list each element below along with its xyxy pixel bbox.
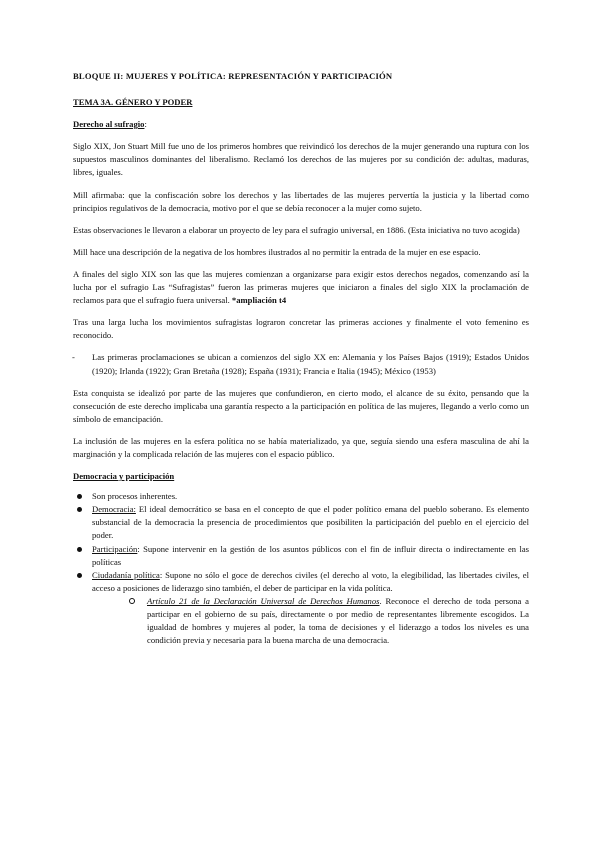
paragraph-sufragistas: A finales del siglo XIX son las que las mujeres comienzan a organizarse para exigir estos derechos negados, comenzando así la lucha por el sufragio Las “Sufragistas” fueron las primeras mujeres que iniciaron a finales del siglo XIX la proclamación de reclamos para que el sufragio fuera universal. *ampliación t4 <box>73 268 529 306</box>
paragraph-voto-femenino: Tras una larga lucha los movimientos sufragistas lograron concretar las primeras acciones y finalmente el voto femenino es reconocido. <box>73 317 529 341</box>
document-body <box>73 70 529 647</box>
sub-list <box>92 595 529 647</box>
circle-bullet-icon <box>129 598 135 604</box>
dash-marker: - <box>72 352 75 363</box>
paragraph-proyecto-ley: Estas observaciones le llevaron a elaborar un proyecto de ley para el sufragio universal, en 1886. (Esta iniciativa no tuvo acogida) <box>73 224 520 235</box>
section-heading-sufragio: Derecho al sufragio: <box>73 119 147 130</box>
term-democracia: Democracia: <box>92 504 136 515</box>
term-ciudadania: Ciudadanía política <box>92 569 160 580</box>
section-heading-democracia: Democracia y participación <box>73 471 175 482</box>
paragraph-conquista: Esta conquista se idealizó por parte de las mujeres que confundieron, en cierto modo, el alcance de su éxito, pensando que la consecución de este derecho implicaba una garantía respecto a la participación en política de las mujeres, llegando a verlo como un símbolo de emancipación. <box>73 387 529 424</box>
topic-title: TEMA 3A. GÉNERO Y PODER <box>73 97 193 108</box>
bullet-icon <box>77 494 82 499</box>
bullet-icon <box>77 547 82 552</box>
bullet-icon <box>77 507 82 512</box>
paragraph-negativa: Mill hace una descripción de la negativa de los hombres ilustrados al no permitir la entrada de la mujer en ese espacio. <box>73 246 481 257</box>
block-title: BLOQUE II: MUJERES Y POLÍTICA: REPRESENTACIÓN Y PARTICIPACIÓN <box>73 71 393 81</box>
section-heading-text: Derecho al sufragio <box>73 119 145 130</box>
list-item: Participación: Supone intervenir en la gestión de los asuntos públicos con el fin de influir directa o indirectamente en las políticas <box>73 543 529 569</box>
bullet-icon <box>77 573 82 578</box>
list-item: Democracia: El ideal democrático se basa en el concepto de que el poder político emana del pueblo soberano. Es elemento substancial de la democracia la presencia de procedimientos que posibiliten la participación del pueblo en el ejercicio del poder. <box>73 503 529 542</box>
dash-list <box>73 351 529 377</box>
term-participacion: Participación <box>92 543 138 554</box>
list-item: - Las primeras proclamaciones se ubican a comienzos del siglo XX en: Alemania y los Países Bajos (1919); Estados Unidos (1920); Irlanda (1922); Gran Bretaña (1928); España (1931); Francia e Italia (1945); México (1953) <box>72 352 529 376</box>
paragraph-mill-intro: Siglo XIX, Jon Stuart Mill fue uno de los primeros hombres que reivindicó los derechos de la mujer generando una ruptura con los supuestos masculinos dominantes del liberalismo. Reclamó los derechos de las mujeres por su condición de: adultas, maduras, libres, iguales. <box>73 141 529 178</box>
list-item: Ciudadanía política: Supone no sólo el goce de derechos civiles (el derecho al voto, la elegibilidad, las libertades civiles, el acceso a posiciones de liderazgo sino también, el deber de participar en la vida política. Artículo 21 de la Declaración Universal de Derechos Humanos. Reconoce el derecho de toda persona a participar en el gobierno de su país, directamente o por medio de representantes libremente escogidos. La igualdad de hombres y mujeres al poder, la toma de decisiones y el liderazgo a todos los niveles es una condición previa y necesaria para la buena marcha de una democracia. <box>73 569 529 648</box>
bullet-list <box>73 490 529 647</box>
paragraph-inclusion: La inclusión de las mujeres en la esfera política no se había materializado, ya que, seguía siendo una esfera masculina de ahí la marginación y la complicada relación de las mujeres con el espacio público. <box>73 435 529 459</box>
list-item: Son procesos inherentes. <box>73 490 529 503</box>
ampliacion-note: *ampliación t4 <box>231 295 287 306</box>
paragraph-mill-afirmaba: Mill afirmaba: que la confiscación sobre los derechos y las libertades de las mujeres pervertía la justicia y la libertad como principios regulativos de la democracia, motivo por el que se debía reconocer a la mujer como sujeto. <box>73 189 529 213</box>
term-articulo-21: Artículo 21 de la Declaración Universal de Derechos Humanos <box>147 595 380 606</box>
list-item: Artículo 21 de la Declaración Universal de Derechos Humanos. Reconoce el derecho de toda persona a participar en el gobierno de su país, directamente o por medio de representantes libremente escogidos. La igualdad de hombres y mujeres al poder, la toma de decisiones y el liderazgo a todos los niveles es una condición previa y necesaria para la buena marcha de una democracia. <box>92 595 529 647</box>
